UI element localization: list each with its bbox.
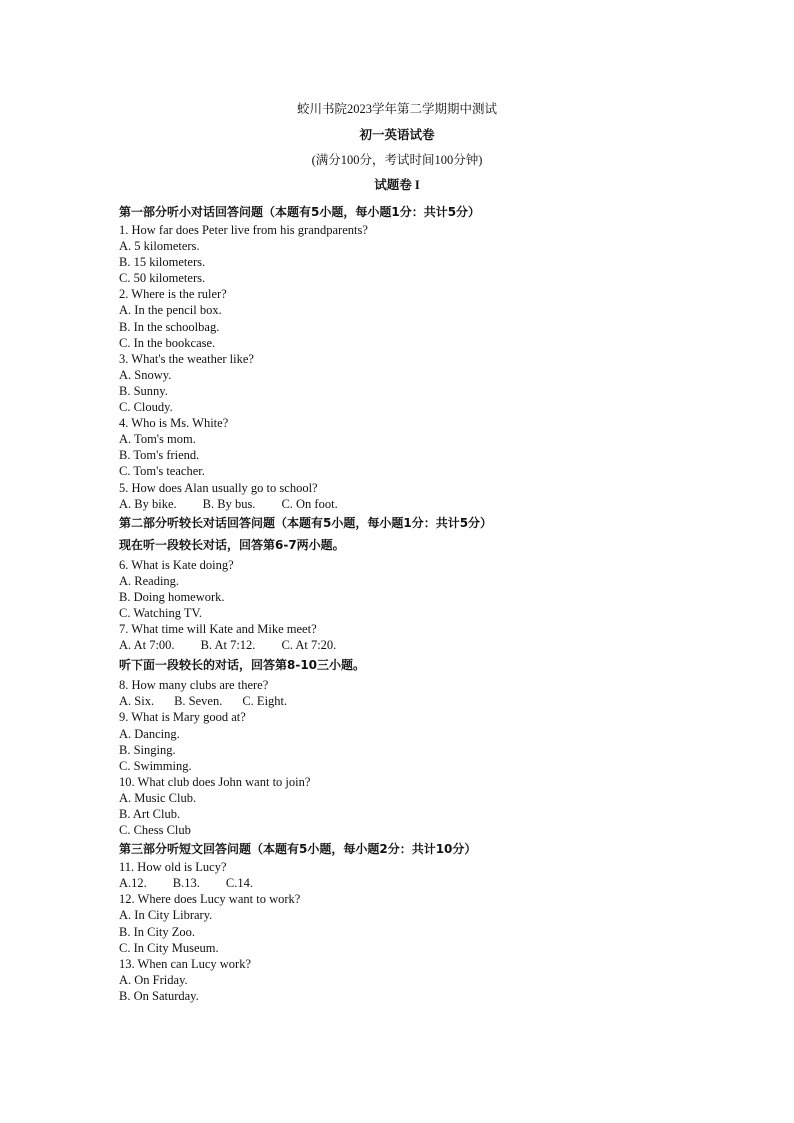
question-text: 2. Where is the ruler? — [119, 287, 227, 302]
option-row — [119, 875, 719, 891]
question-6 — [119, 557, 719, 621]
part2-instruction-2: 听下面一段较长的对话，回答第8-10三小题。 — [119, 658, 366, 673]
option: B. By bus. — [202, 496, 256, 511]
question-text: 1. How far does Peter live from his grandparents? — [119, 223, 368, 237]
option: A. Snowy. — [119, 367, 172, 382]
option: C. Tom's teacher. — [119, 464, 205, 479]
option: B. In City Zoo. — [119, 924, 196, 939]
question-text: 12. Where does Lucy want to work? — [119, 892, 301, 907]
option: C. Swimming. — [119, 758, 192, 773]
option: A. On Friday. — [119, 972, 188, 987]
question-5 — [119, 480, 719, 512]
option: C. Eight. — [242, 694, 288, 709]
option: C. Cloudy. — [119, 400, 173, 415]
question-12 — [119, 891, 719, 955]
option: B. Seven. — [174, 694, 223, 709]
part2-instruction-1: 现在听一段较长对话，回答第6-7两小题。 — [119, 537, 345, 552]
question-text: 6. What is Kate doing? — [119, 557, 234, 572]
option: A. Six. — [119, 694, 155, 709]
question-text: 4. Who is Ms. White? — [119, 416, 229, 431]
question-13 — [119, 956, 719, 1004]
option: C. In City Museum. — [119, 940, 219, 955]
option: B. 15 kilometers. — [119, 255, 206, 270]
question-text: 3. What's the weather like? — [119, 351, 254, 366]
exam-volume: 试题卷 I — [374, 178, 420, 192]
option: A. 5 kilometers. — [119, 239, 200, 254]
option-row — [119, 693, 719, 709]
exam-note: (满分100分，考试时间100分钟) — [311, 153, 483, 167]
option: A. Reading. — [119, 573, 180, 588]
option: B. Art Club. — [119, 807, 181, 821]
question-11 — [119, 859, 719, 891]
part3-heading: 第三部分听短文回答问题（本题有5小题，每小题2分：共计10分） — [119, 842, 477, 857]
exam-body — [119, 201, 719, 1004]
option: C.14. — [225, 876, 253, 891]
question-text: 7. What time will Kate and Mike meet? — [119, 622, 317, 637]
option-row — [119, 637, 719, 653]
option: A. In City Library. — [119, 908, 213, 923]
part1-heading: 第一部分听小对话回答问题（本题有5小题，每小题1分：共计5分） — [119, 205, 481, 219]
question-3 — [119, 351, 719, 415]
question-10 — [119, 774, 719, 838]
question-text: 5. How does Alan usually go to school? — [119, 480, 318, 495]
option: C. On foot. — [281, 496, 338, 511]
option: A. Dancing. — [119, 726, 180, 741]
question-text: 13. When can Lucy work? — [119, 956, 252, 971]
question-2 — [119, 286, 719, 350]
option: B. Tom's friend. — [119, 448, 200, 463]
option: A. In the pencil box. — [119, 303, 222, 318]
option: B. In the schoolbag. — [119, 319, 220, 334]
option: A. By bike. — [119, 496, 177, 511]
question-text: 8. How many clubs are there? — [119, 678, 269, 693]
question-8 — [119, 677, 719, 709]
part2-heading: 第二部分听较长对话回答问题（本题有5小题，每小题1分：共计5分） — [119, 515, 493, 530]
option: B. On Saturday. — [119, 988, 199, 1003]
option: B.13. — [172, 876, 200, 891]
option: B. Doing homework. — [119, 589, 225, 604]
option: C. In the bookcase. — [119, 335, 216, 350]
question-9 — [119, 709, 719, 773]
option: C. At 7:20. — [281, 638, 337, 653]
option: C. 50 kilometers. — [119, 271, 206, 286]
question-4 — [119, 415, 719, 479]
option: B. At 7:12. — [200, 638, 256, 653]
option: C. Watching TV. — [119, 605, 203, 620]
question-text: 9. What is Mary good at? — [119, 710, 246, 725]
option: A.12. — [119, 876, 147, 891]
option: A. At 7:00. — [119, 638, 175, 653]
question-text: 10. What club does John want to join? — [119, 774, 311, 789]
option-row — [119, 496, 719, 512]
option: B. Sunny. — [119, 383, 168, 398]
question-text: 11. How old is Lucy? — [119, 860, 227, 875]
option: C. Chess Club — [119, 823, 191, 838]
option: A. Tom's mom. — [119, 432, 196, 447]
exam-title: 蛟川书院2023学年第二学期期中测试 — [296, 102, 497, 116]
option: B. Singing. — [119, 742, 176, 757]
exam-subtitle: 初一英语试卷 — [359, 128, 435, 142]
option: A. Music Club. — [119, 790, 197, 805]
question-7 — [119, 621, 719, 653]
question-1 — [119, 222, 719, 286]
